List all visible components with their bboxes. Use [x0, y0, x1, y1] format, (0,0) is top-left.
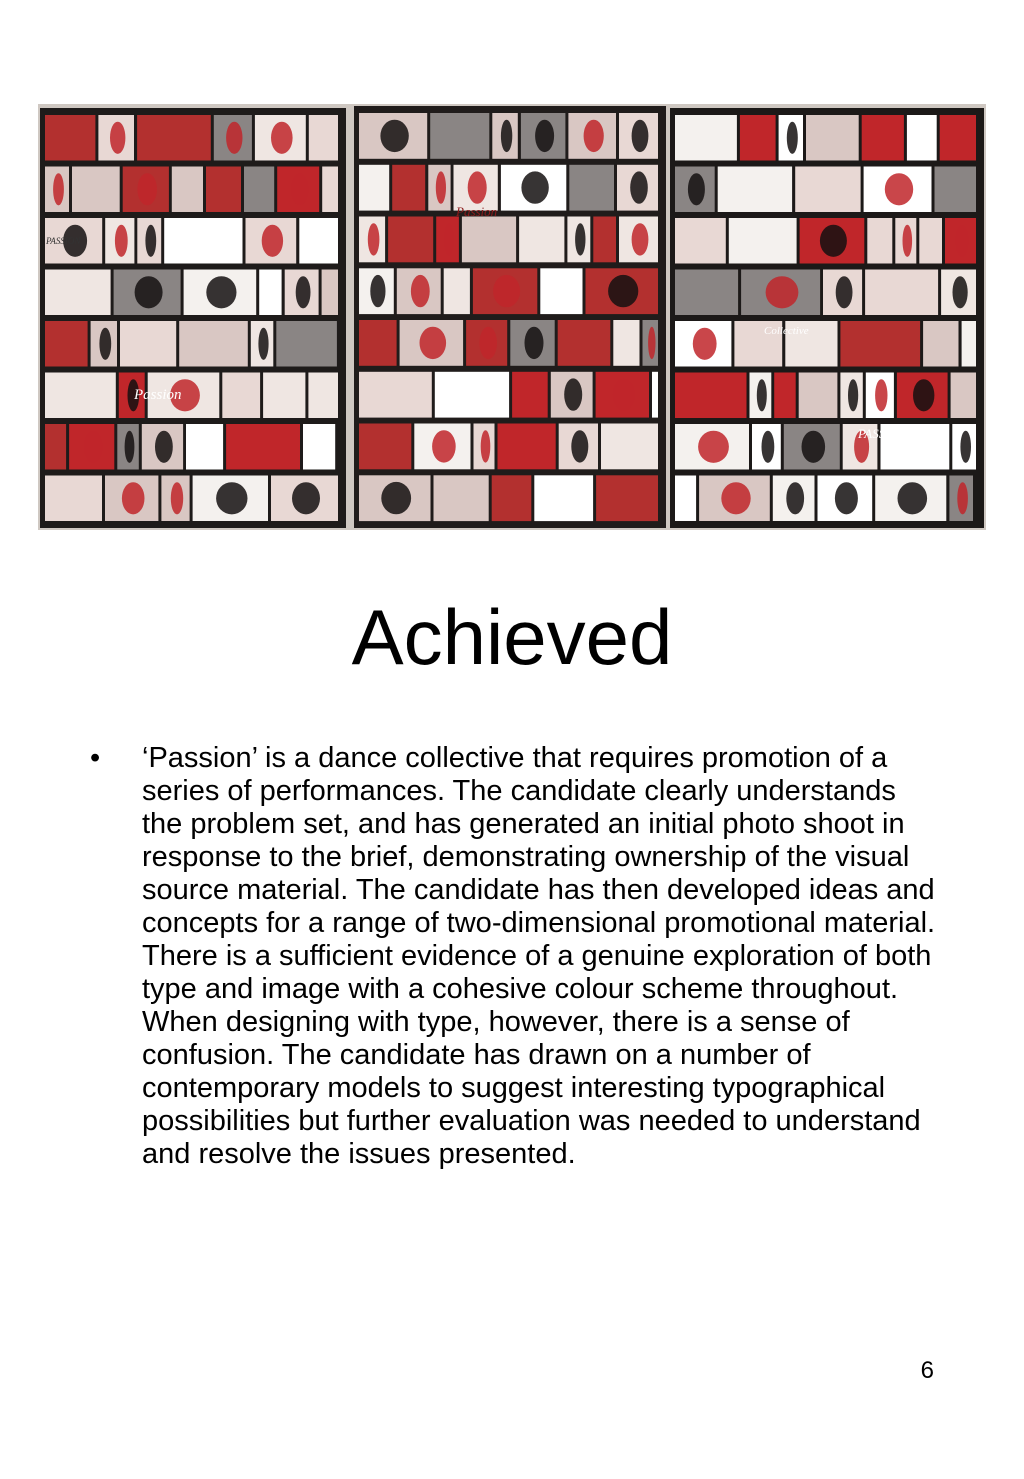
print-sheet: [244, 167, 274, 213]
print-sheet: [45, 115, 95, 161]
dancer-silhouette: [468, 171, 487, 203]
print-sheet: [540, 268, 582, 314]
print-sheet: [45, 373, 116, 419]
print-sheet: [359, 424, 411, 470]
print-sheet: [652, 372, 658, 418]
print-sheet: [435, 372, 509, 418]
dancer-silhouette: [479, 327, 497, 359]
print-sheet: [45, 424, 66, 470]
dancer-silhouette: [99, 328, 111, 360]
print-sheet: [309, 115, 338, 161]
dancer-silhouette: [571, 430, 588, 462]
dancer-silhouette: [787, 122, 798, 154]
dancer-silhouette: [501, 120, 512, 152]
print-sheet: [593, 217, 616, 263]
dancer-silhouette: [613, 378, 636, 410]
print-sheet: [601, 424, 658, 470]
print-sheet: [359, 372, 432, 418]
board-label: PASSION: [858, 426, 908, 441]
print-sheet: [862, 115, 904, 161]
dancer-silhouette: [380, 120, 408, 152]
dancer-silhouette: [721, 482, 750, 514]
print-sheet: [222, 373, 260, 419]
bullet-icon: •: [90, 742, 101, 774]
dancer-silhouette: [898, 482, 928, 514]
print-sheet: [322, 167, 338, 213]
board-label: Collective: [764, 325, 809, 337]
dancer-silhouette: [432, 430, 456, 462]
print-sheet: [45, 476, 102, 522]
dancer-silhouette: [84, 431, 103, 463]
print-sheet: [45, 321, 88, 367]
dancer-silhouette: [903, 225, 913, 257]
print-sheet: [359, 165, 389, 211]
bullet-text: ‘Passion’ is a dance collective that requires promotion of a series of performances. The candidate clearly understands the problem set, and has generated an initial photo shoot in response to the brief, demonstrating ownership of the visual source material. The candidate has then developed ideas and concepts for a range of two-dimensional promotional material. There is a sufficient evidence of a genuine exploration of both type and image with a cohesive colour scheme throughout. When designing with type, however, there is a sense of confusion. The candidate has drawn on a number of contemporary models to suggest interesting typographical possibilities but further evaluation was needed to understand and resolve the issues presented.: [142, 742, 936, 1170]
dancer-silhouette: [291, 173, 309, 205]
dancer-silhouette: [766, 276, 799, 308]
print-sheet: [259, 270, 281, 316]
dancer-silhouette: [953, 276, 968, 308]
dancer-silhouette: [698, 431, 729, 463]
dancer-silhouette: [630, 171, 648, 203]
dancer-silhouette: [875, 379, 887, 411]
print-sheet: [359, 320, 397, 366]
dancer-silhouette: [292, 482, 320, 514]
dancer-silhouette: [564, 378, 582, 410]
print-sheet: [534, 475, 593, 521]
print-sheet: [120, 321, 176, 367]
dancer-silhouette: [584, 120, 604, 152]
print-sheet: [613, 320, 639, 366]
print-sheet: [322, 270, 338, 316]
print-sheet: [569, 165, 614, 211]
dancer-silhouette: [370, 275, 385, 307]
print-sheet: [675, 218, 726, 264]
dancer-silhouette: [368, 223, 380, 255]
print-sheet: [740, 115, 776, 161]
dancer-silhouette: [757, 379, 767, 411]
dancer-silhouette: [693, 328, 717, 360]
slide-title: Achieved: [351, 593, 673, 681]
dancer-silhouette: [481, 430, 491, 462]
dancer-silhouette: [206, 276, 236, 308]
print-sheet: [675, 373, 747, 419]
dancer-silhouette: [420, 327, 447, 359]
board-label: Passion: [456, 204, 498, 219]
print-sheet: [434, 475, 489, 521]
print-sheet: [919, 218, 942, 264]
print-sheet: [303, 424, 335, 470]
dancer-silhouette: [521, 171, 548, 203]
bullet-list: [90, 742, 940, 1171]
print-sheet: [774, 373, 796, 419]
dancer-silhouette: [125, 431, 135, 463]
dancer-silhouette: [53, 173, 64, 205]
print-sheet: [865, 270, 938, 316]
dancer-silhouette: [632, 120, 649, 152]
print-sheet: [558, 320, 611, 366]
dancer-silhouette: [648, 327, 655, 359]
dancer-silhouette: [145, 225, 156, 257]
print-sheet: [498, 424, 556, 470]
dancer-silhouette: [171, 482, 183, 514]
board-label: PASSION: [46, 236, 81, 246]
dancer-silhouette: [137, 173, 157, 205]
board-label: Passion: [134, 387, 182, 403]
print-sheet: [276, 321, 337, 367]
dancer-silhouette: [762, 431, 775, 463]
dancer-silhouette: [381, 482, 411, 514]
print-sheet: [45, 270, 111, 316]
print-sheet: [206, 167, 241, 213]
print-sheet: [388, 217, 433, 263]
print-sheet: [795, 167, 860, 213]
print-sheet: [519, 217, 564, 263]
portfolio-boards-photo: [38, 104, 986, 530]
dancer-silhouette: [226, 122, 242, 154]
print-sheet: [164, 218, 242, 264]
print-sheet: [179, 321, 248, 367]
dancer-silhouette: [802, 431, 826, 463]
print-sheet: [675, 270, 738, 316]
print-sheet: [718, 167, 792, 213]
dancer-silhouette: [122, 482, 145, 514]
print-sheet: [444, 268, 470, 314]
dancer-silhouette: [608, 275, 638, 307]
dancer-silhouette: [848, 379, 858, 411]
print-sheet: [799, 373, 838, 419]
print-sheet: [675, 115, 737, 161]
print-sheet: [729, 218, 797, 264]
print-sheet: [940, 115, 976, 161]
dancer-silhouette: [836, 276, 853, 308]
print-sheet: [512, 372, 548, 418]
print-sheet: [430, 113, 489, 159]
print-sheet: [392, 165, 425, 211]
dancer-silhouette: [296, 276, 311, 308]
dancer-silhouette: [493, 275, 520, 307]
print-sheet: [299, 218, 338, 264]
print-sheet: [907, 115, 937, 161]
print-sheet: [172, 167, 203, 213]
print-sheet: [72, 167, 120, 213]
print-sheet: [806, 115, 859, 161]
dancer-silhouette: [444, 223, 454, 255]
print-sheet: [137, 115, 211, 161]
dancer-silhouette: [835, 482, 858, 514]
dancer-silhouette: [135, 276, 163, 308]
print-sheet: [962, 321, 976, 367]
dancer-silhouette: [632, 223, 649, 255]
dancer-silhouette: [262, 225, 283, 257]
print-sheet: [840, 321, 920, 367]
dancer-silhouette: [960, 431, 971, 463]
dancer-silhouette: [957, 482, 968, 514]
print-sheet: [226, 424, 300, 470]
dancer-silhouette: [115, 225, 128, 257]
print-sheet: [462, 217, 516, 263]
dancer-silhouette: [258, 328, 268, 360]
print-sheet: [492, 475, 532, 521]
dancer-silhouette: [575, 223, 585, 255]
print-sheet: [263, 373, 305, 419]
dancer-silhouette: [955, 225, 969, 257]
print-sheet: [867, 218, 892, 264]
dancer-silhouette: [155, 431, 173, 463]
print-sheet: [186, 424, 223, 470]
dancer-silhouette: [688, 173, 705, 205]
print-sheet: [935, 167, 977, 213]
bullet-item: [90, 742, 940, 1171]
print-sheet: [951, 373, 976, 419]
print-sheet: [308, 373, 338, 419]
dancer-silhouette: [885, 173, 913, 205]
dancer-silhouette: [110, 122, 125, 154]
dancer-silhouette: [525, 327, 544, 359]
page-number: 6: [920, 1357, 934, 1384]
dancer-silhouette: [820, 225, 847, 257]
dancer-silhouette: [411, 275, 430, 307]
print-sheet: [596, 475, 658, 521]
dancer-silhouette: [436, 171, 446, 203]
dancer-silhouette: [786, 482, 804, 514]
dancer-silhouette: [913, 379, 934, 411]
print-sheet: [675, 476, 696, 522]
dancer-silhouette: [271, 122, 293, 154]
print-sheet: [923, 321, 958, 367]
dancer-silhouette: [216, 482, 247, 514]
dancer-silhouette: [535, 120, 554, 152]
